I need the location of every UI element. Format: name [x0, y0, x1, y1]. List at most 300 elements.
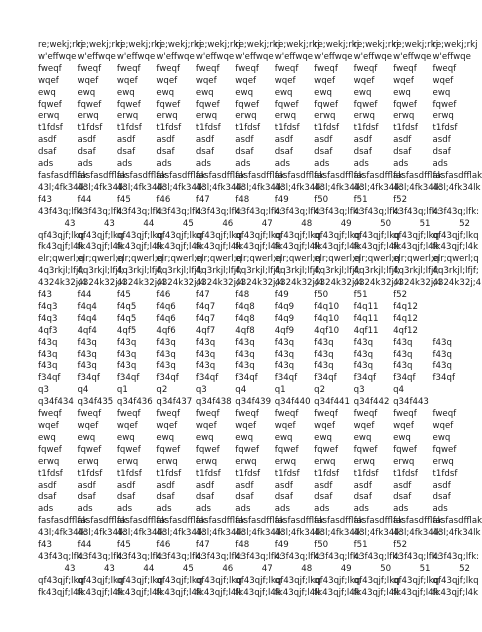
- sheet-cell[interactable]: fqwef: [274, 444, 299, 455]
- sheet-cell[interactable]: dsaf: [38, 492, 57, 503]
- sheet-cell[interactable]: re;wekj;rkj: [116, 40, 162, 50]
- sheet-cell[interactable]: fqwef: [77, 99, 102, 110]
- sheet-cell[interactable]: fqwef: [116, 99, 141, 110]
- sheet-cell[interactable]: 4324k32j;4: [235, 278, 284, 289]
- sheet-cell[interactable]: fqwef: [156, 99, 181, 110]
- sheet-cell[interactable]: 43l;4fk34lk: [235, 182, 284, 193]
- sheet-cell[interactable]: fasfasdfflak: [432, 170, 482, 181]
- sheet-cell[interactable]: erwq: [235, 111, 257, 122]
- sheet-cell[interactable]: qf43qjf;lkq: [156, 230, 203, 241]
- sheet-cell[interactable]: ewq: [116, 432, 135, 443]
- sheet-cell[interactable]: asdf: [235, 135, 254, 146]
- sheet-cell[interactable]: dsaf: [274, 492, 293, 503]
- sheet-cell[interactable]: 43: [64, 218, 76, 229]
- sheet-cell[interactable]: ads: [393, 504, 409, 515]
- sheet-cell[interactable]: wqef: [432, 421, 454, 431]
- sheet-cell[interactable]: re;wekj;rkj: [353, 40, 399, 50]
- sheet-cell[interactable]: 48: [301, 218, 313, 229]
- sheet-cell[interactable]: fasfasdfflak: [353, 170, 404, 181]
- sheet-cell[interactable]: f43q: [274, 337, 295, 348]
- sheet-cell[interactable]: 43f43q;lfk:: [38, 551, 85, 562]
- sheet-cell[interactable]: 4q3rkjl;lfjf;: [393, 266, 440, 277]
- sheet-cell[interactable]: f43q: [116, 349, 137, 360]
- sheet-cell[interactable]: qf43qjf;lkq: [314, 575, 361, 586]
- sheet-cell[interactable]: w'effwqe: [274, 51, 314, 62]
- sheet-cell[interactable]: dsaf: [235, 492, 254, 503]
- sheet-cell[interactable]: wqef: [235, 75, 257, 86]
- sheet-cell[interactable]: t1fdsf: [235, 123, 261, 134]
- sheet-cell[interactable]: f49: [274, 540, 289, 551]
- sheet-cell[interactable]: 43f43q;lfk:: [353, 206, 401, 217]
- sheet-cell[interactable]: erwq: [393, 111, 415, 122]
- sheet-cell[interactable]: f4q6: [156, 313, 176, 324]
- sheet-cell[interactable]: fasfasdfflak: [38, 516, 88, 527]
- sheet-cell[interactable]: fweqf: [393, 63, 417, 74]
- sheet-cell[interactable]: f4q7: [195, 301, 216, 312]
- sheet-cell[interactable]: fk43qjf;l4k: [235, 587, 281, 598]
- sheet-cell[interactable]: fweqf: [156, 63, 181, 74]
- sheet-cell[interactable]: ewq: [77, 432, 96, 443]
- sheet-cell[interactable]: ewq: [38, 87, 56, 98]
- sheet-cell[interactable]: 43f43q;lfk:: [432, 206, 480, 217]
- sheet-cell[interactable]: qf43qjf;lkq: [116, 230, 163, 241]
- sheet-cell[interactable]: 51: [419, 563, 431, 574]
- sheet-cell[interactable]: ewq: [156, 87, 175, 98]
- sheet-cell[interactable]: qf43qjf;lkq: [38, 230, 84, 241]
- sheet-cell[interactable]: f52: [393, 540, 408, 551]
- sheet-cell[interactable]: f43q: [77, 361, 97, 372]
- sheet-cell[interactable]: f43q: [274, 361, 295, 372]
- sheet-cell[interactable]: erwq: [156, 456, 178, 467]
- sheet-cell[interactable]: ads: [314, 504, 330, 515]
- sheet-cell[interactable]: 46: [222, 563, 234, 574]
- sheet-cell[interactable]: f51: [353, 194, 368, 205]
- sheet-cell[interactable]: 43f43q;lfk:: [235, 551, 282, 562]
- sheet-cell[interactable]: fqwef: [38, 99, 62, 110]
- sheet-cell[interactable]: fasfasdfflak: [274, 516, 325, 527]
- sheet-cell[interactable]: ewq: [38, 432, 56, 443]
- sheet-cell[interactable]: f43q: [77, 349, 97, 360]
- sheet-cell[interactable]: 43f43q;lfk:: [77, 551, 124, 562]
- sheet-cell[interactable]: f34qf: [274, 373, 298, 384]
- sheet-cell[interactable]: fweqf: [38, 409, 62, 420]
- sheet-cell[interactable]: 4q3rkjl;lfjf;: [38, 266, 85, 277]
- sheet-cell[interactable]: 43f43q;lfk:: [314, 551, 361, 562]
- sheet-cell[interactable]: qf43qjf;lkq: [274, 230, 321, 241]
- sheet-cell[interactable]: elr;qwerl;q: [314, 254, 361, 265]
- sheet-cell[interactable]: dsaf: [116, 147, 136, 158]
- sheet-cell[interactable]: elr;qwerl;q: [116, 254, 164, 265]
- sheet-cell[interactable]: 45: [182, 563, 194, 574]
- sheet-cell[interactable]: fk43qjf;l4k: [77, 242, 123, 253]
- sheet-cell[interactable]: fqwef: [156, 444, 181, 455]
- sheet-cell[interactable]: re;wekj;rkj: [274, 40, 320, 50]
- sheet-cell[interactable]: 4324k32j;4: [38, 278, 87, 289]
- sheet-cell[interactable]: fweqf: [314, 63, 338, 74]
- sheet-cell[interactable]: wqef: [156, 421, 178, 431]
- sheet-cell[interactable]: 43l;4fk34lk: [353, 528, 402, 539]
- sheet-cell[interactable]: qf43qjf;lkq: [235, 575, 282, 586]
- sheet-cell[interactable]: 43f43q;lfk:: [235, 206, 282, 217]
- sheet-cell[interactable]: fweqf: [235, 63, 259, 74]
- sheet-cell[interactable]: fweqf: [314, 409, 338, 420]
- sheet-cell[interactable]: 43l;4fk34lk: [274, 182, 323, 193]
- sheet-cell[interactable]: t1fdsf: [156, 468, 182, 479]
- sheet-cell[interactable]: wqef: [314, 75, 335, 86]
- sheet-cell[interactable]: q2: [314, 385, 326, 396]
- sheet-cell[interactable]: fasfasdfflak: [195, 170, 246, 181]
- sheet-cell[interactable]: 4q3rkjl;lfjf;: [353, 266, 400, 277]
- sheet-cell[interactable]: w'effwqe: [116, 51, 156, 62]
- sheet-cell[interactable]: dsaf: [393, 492, 412, 503]
- sheet-cell[interactable]: ads: [235, 159, 251, 170]
- sheet-cell[interactable]: 4324k32j;4: [274, 278, 324, 289]
- sheet-cell[interactable]: [433, 540, 472, 552]
- sheet-cell[interactable]: erwq: [195, 456, 218, 467]
- sheet-cell[interactable]: t1fdsf: [393, 123, 418, 134]
- sheet-cell[interactable]: t1fdsf: [195, 468, 221, 479]
- sheet-cell[interactable]: f46: [156, 540, 171, 551]
- sheet-cell[interactable]: f49: [274, 194, 289, 205]
- sheet-cell[interactable]: t1fdsf: [38, 468, 63, 479]
- sheet-cell[interactable]: fqwef: [314, 444, 338, 455]
- sheet-cell[interactable]: fasfasdfflak: [156, 170, 206, 181]
- sheet-cell[interactable]: 45: [182, 218, 194, 229]
- sheet-cell[interactable]: asdf: [432, 480, 451, 491]
- sheet-cell[interactable]: asdf: [274, 480, 293, 491]
- sheet-cell[interactable]: f43q: [38, 349, 58, 360]
- sheet-cell[interactable]: asdf: [432, 135, 451, 146]
- sheet-cell[interactable]: fqwef: [235, 99, 260, 110]
- sheet-cell[interactable]: q34f436: [116, 397, 153, 408]
- sheet-cell[interactable]: f4q4: [77, 301, 97, 312]
- sheet-cell[interactable]: 4qf5: [116, 325, 137, 336]
- sheet-cell[interactable]: wqef: [116, 421, 138, 431]
- sheet-cell[interactable]: ads: [314, 159, 330, 170]
- sheet-cell[interactable]: 47: [261, 563, 273, 574]
- sheet-cell[interactable]: w'effwqe: [77, 51, 116, 62]
- sheet-cell[interactable]: q34f438: [195, 397, 232, 408]
- sheet-cell[interactable]: fk43qjf;l4k: [314, 242, 360, 253]
- sheet-cell[interactable]: 4q3rkjl;lfjf;: [195, 266, 243, 277]
- sheet-cell[interactable]: fqwef: [274, 99, 299, 110]
- sheet-cell[interactable]: elr;qwerl;q: [195, 254, 242, 265]
- sheet-cell[interactable]: f43q: [235, 361, 255, 372]
- sheet-cell[interactable]: wqef: [393, 421, 414, 431]
- sheet-cell[interactable]: 43f43q;lfk:: [195, 206, 243, 217]
- sheet-cell[interactable]: fk43qjf;l4k: [116, 242, 163, 253]
- sheet-cell[interactable]: ads: [116, 159, 133, 170]
- sheet-cell[interactable]: elr;qwerl;q: [393, 254, 440, 265]
- sheet-cell[interactable]: 43f43q;lfk:: [77, 206, 124, 217]
- sheet-cell[interactable]: f43q: [432, 361, 452, 372]
- sheet-cell[interactable]: asdf: [235, 480, 254, 491]
- sheet-cell[interactable]: f51: [353, 540, 368, 551]
- sheet-cell[interactable]: fasfasdfflak: [393, 516, 443, 527]
- sheet-cell[interactable]: f4q11: [353, 313, 379, 324]
- sheet-cell[interactable]: qf43qjf;lkq: [432, 575, 479, 586]
- sheet-cell[interactable]: fk43qjf;l4k: [156, 587, 202, 598]
- sheet-cell[interactable]: f45: [116, 194, 131, 205]
- sheet-cell[interactable]: w'effwqe: [235, 51, 274, 62]
- sheet-cell[interactable]: fasfasdfflak: [314, 516, 364, 527]
- sheet-cell[interactable]: 43l;4fk34lk: [195, 528, 244, 539]
- sheet-cell[interactable]: ewq: [156, 432, 175, 443]
- sheet-cell[interactable]: asdf: [77, 480, 96, 491]
- sheet-cell[interactable]: asdf: [314, 480, 333, 491]
- sheet-cell[interactable]: t1fdsf: [314, 123, 339, 134]
- sheet-cell[interactable]: elr;qwerl;q: [274, 254, 321, 265]
- sheet-cell[interactable]: fasfasdfflak: [116, 170, 167, 181]
- sheet-cell[interactable]: f50: [314, 290, 329, 301]
- sheet-cell[interactable]: f50: [314, 194, 329, 205]
- sheet-cell[interactable]: 43f43q;lfk:: [393, 551, 440, 562]
- sheet-cell[interactable]: f4q11: [353, 301, 379, 312]
- sheet-cell[interactable]: q3: [353, 385, 365, 396]
- sheet-cell[interactable]: f43q: [116, 361, 137, 372]
- sheet-cell[interactable]: ewq: [116, 87, 135, 98]
- sheet-cell[interactable]: fk43qjf;l4k: [314, 587, 360, 598]
- sheet-cell[interactable]: re;wekj;rkj: [393, 40, 439, 50]
- sheet-cell[interactable]: q34f435: [77, 397, 114, 408]
- sheet-cell[interactable]: re;wekj;rkj: [195, 40, 241, 50]
- sheet-cell[interactable]: asdf: [38, 135, 57, 146]
- sheet-cell[interactable]: f4q10: [314, 313, 340, 324]
- sheet-cell[interactable]: 43f43q;lfk:: [116, 206, 164, 217]
- sheet-cell[interactable]: fk43qjf;l4k: [235, 242, 281, 253]
- sheet-cell[interactable]: wqef: [38, 421, 59, 431]
- sheet-cell[interactable]: erwq: [393, 456, 415, 467]
- sheet-cell[interactable]: ads: [116, 504, 133, 515]
- sheet-cell[interactable]: asdf: [353, 135, 372, 146]
- sheet-cell[interactable]: dsaf: [38, 147, 57, 158]
- sheet-cell[interactable]: fqwef: [195, 444, 220, 455]
- sheet-cell[interactable]: f43q: [353, 337, 374, 348]
- sheet-cell[interactable]: 4qf12: [393, 325, 418, 336]
- sheet-cell[interactable]: f46: [156, 194, 171, 205]
- sheet-cell[interactable]: q4: [393, 385, 405, 396]
- sheet-cell[interactable]: f34qf: [432, 373, 455, 384]
- sheet-cell[interactable]: ads: [156, 504, 172, 515]
- sheet-cell[interactable]: asdf: [274, 135, 293, 146]
- sheet-cell[interactable]: f43q: [156, 337, 176, 348]
- sheet-cell[interactable]: dsaf: [156, 147, 175, 158]
- sheet-cell[interactable]: elr;qwerl;q: [235, 254, 282, 265]
- sheet-cell[interactable]: t1fdsf: [274, 468, 300, 479]
- sheet-cell[interactable]: asdf: [314, 135, 333, 146]
- sheet-cell[interactable]: 43l;4fk34lk: [38, 528, 86, 539]
- sheet-cell[interactable]: fasfasdfflak: [156, 516, 206, 527]
- sheet-cell[interactable]: 43l;4fk34lk: [274, 528, 323, 539]
- sheet-cell[interactable]: fqwef: [432, 99, 457, 110]
- sheet-cell[interactable]: fasfasdfflak: [393, 170, 443, 181]
- sheet-cell[interactable]: [433, 326, 472, 338]
- sheet-cell[interactable]: fweqf: [38, 63, 62, 74]
- sheet-cell[interactable]: 44: [143, 563, 155, 574]
- sheet-cell[interactable]: 48: [301, 563, 313, 574]
- sheet-cell[interactable]: f43q: [195, 349, 216, 360]
- sheet-cell[interactable]: f45: [116, 290, 131, 301]
- sheet-cell[interactable]: 43f43q;lfk:: [274, 551, 322, 562]
- sheet-cell[interactable]: erwq: [353, 456, 375, 467]
- sheet-cell[interactable]: fk43qjf;l4k: [353, 242, 400, 253]
- sheet-cell[interactable]: qf43qjf;lkq: [235, 230, 282, 241]
- sheet-cell[interactable]: fqwef: [393, 99, 417, 110]
- sheet-cell[interactable]: re;wekj;rkj: [314, 40, 360, 50]
- sheet-cell[interactable]: f34qf: [77, 373, 100, 384]
- sheet-cell[interactable]: f52: [393, 290, 408, 301]
- sheet-cell[interactable]: asdf: [116, 480, 136, 491]
- sheet-cell[interactable]: t1fdsf: [353, 123, 379, 134]
- sheet-cell[interactable]: fasfasdfflak: [38, 170, 88, 181]
- sheet-cell[interactable]: fqwef: [353, 99, 378, 110]
- sheet-cell[interactable]: 43l;4fk34lk: [432, 528, 481, 539]
- sheet-cell[interactable]: fk43qjf;l4k: [393, 242, 439, 253]
- sheet-cell[interactable]: 4324k32j;4: [156, 278, 205, 289]
- sheet-cell[interactable]: w'effwqe: [156, 51, 195, 62]
- sheet-cell[interactable]: 4qf6: [156, 325, 176, 336]
- sheet-cell[interactable]: ads: [432, 504, 448, 515]
- sheet-cell[interactable]: t1fdsf: [38, 123, 63, 134]
- sheet-cell[interactable]: 43f43q;lfk:: [156, 206, 203, 217]
- sheet-cell[interactable]: 43f43q;lfk:: [156, 551, 203, 562]
- sheet-cell[interactable]: fasfasdfflak: [235, 516, 285, 527]
- sheet-cell[interactable]: 4324k32j;4: [353, 278, 403, 289]
- sheet-cell[interactable]: f52: [393, 194, 408, 205]
- sheet-cell[interactable]: fasfasdfflak: [314, 170, 364, 181]
- sheet-cell[interactable]: fk43qjf;l4k: [195, 587, 242, 598]
- sheet-cell[interactable]: fqwef: [116, 444, 141, 455]
- sheet-cell[interactable]: f34qf: [116, 373, 140, 384]
- sheet-cell[interactable]: qf43qjf;lkq: [116, 575, 163, 586]
- sheet-cell[interactable]: 43: [103, 563, 115, 574]
- sheet-cell[interactable]: q1: [116, 385, 128, 396]
- sheet-cell[interactable]: 43f43q;lfk:: [393, 206, 440, 217]
- sheet-cell[interactable]: q3: [38, 385, 49, 396]
- sheet-cell[interactable]: w'effwqe: [38, 51, 77, 62]
- sheet-cell[interactable]: ewq: [274, 432, 293, 443]
- sheet-cell[interactable]: 43l;4fk34lk: [116, 182, 165, 193]
- sheet-cell[interactable]: f43q: [393, 337, 413, 348]
- sheet-cell[interactable]: t1fdsf: [432, 123, 458, 134]
- sheet-cell[interactable]: ewq: [235, 87, 254, 98]
- sheet-cell[interactable]: elr;qwerl;q: [38, 254, 85, 265]
- sheet-cell[interactable]: ewq: [393, 432, 411, 443]
- sheet-cell[interactable]: f43q: [353, 361, 374, 372]
- sheet-cell[interactable]: 50: [380, 218, 392, 229]
- sheet-cell[interactable]: asdf: [77, 135, 96, 146]
- sheet-cell[interactable]: q34f442: [353, 397, 390, 408]
- sheet-cell[interactable]: 4324k32j;4: [77, 278, 126, 289]
- sheet-cell[interactable]: wqef: [195, 75, 217, 86]
- sheet-cell[interactable]: ads: [353, 504, 369, 515]
- sheet-cell[interactable]: erwq: [116, 111, 139, 122]
- sheet-cell[interactable]: w'effwqe: [393, 51, 432, 62]
- sheet-cell[interactable]: 49: [340, 218, 352, 229]
- sheet-cell[interactable]: f43q: [432, 337, 452, 348]
- sheet-cell[interactable]: 43f43q;lfk:: [195, 551, 243, 562]
- sheet-cell[interactable]: qf43qjf;lkq: [77, 575, 124, 586]
- sheet-cell[interactable]: 51: [419, 218, 431, 229]
- sheet-cell[interactable]: 4324k32j;4: [314, 278, 363, 289]
- sheet-cell[interactable]: fasfasdfflak: [432, 516, 482, 527]
- sheet-cell[interactable]: f34qf: [314, 373, 337, 384]
- sheet-cell[interactable]: erwq: [116, 456, 139, 467]
- sheet-cell[interactable]: fk43qjf;l4k: [195, 242, 242, 253]
- sheet-cell[interactable]: fweqf: [432, 409, 457, 420]
- sheet-cell[interactable]: wqef: [38, 75, 59, 86]
- sheet-cell[interactable]: ewq: [314, 432, 332, 443]
- sheet-cell[interactable]: t1fdsf: [77, 123, 103, 134]
- sheet-cell[interactable]: qf43qjf;lkq: [38, 575, 84, 586]
- sheet-cell[interactable]: 4q3rkjl;lfjf;: [235, 266, 282, 277]
- sheet-cell[interactable]: t1fdsf: [156, 123, 182, 134]
- sheet-cell[interactable]: 4324k32j;4: [116, 278, 166, 289]
- sheet-cell[interactable]: t1fdsf: [116, 123, 142, 134]
- sheet-cell[interactable]: 4q3rkjl;lfjf;: [116, 266, 164, 277]
- sheet-cell[interactable]: dsaf: [77, 492, 96, 503]
- sheet-cell[interactable]: asdf: [195, 135, 215, 146]
- sheet-cell[interactable]: f51: [353, 290, 368, 301]
- sheet-cell[interactable]: asdf: [195, 480, 215, 491]
- sheet-cell[interactable]: 4q3rkjl;lfjf;: [274, 266, 322, 277]
- sheet-cell[interactable]: wqef: [353, 421, 375, 431]
- sheet-cell[interactable]: f4q3: [38, 301, 58, 312]
- sheet-cell[interactable]: 4q3rkjl;lfjf;: [77, 266, 124, 277]
- sheet-cell[interactable]: q34f434: [38, 397, 74, 408]
- sheet-cell[interactable]: erwq: [314, 111, 336, 122]
- sheet-cell[interactable]: ads: [195, 159, 212, 170]
- sheet-cell[interactable]: fasfasdfflak: [274, 170, 325, 181]
- sheet-cell[interactable]: fasfasdfflak: [116, 516, 167, 527]
- sheet-cell[interactable]: fweqf: [116, 409, 141, 420]
- sheet-cell[interactable]: ads: [432, 159, 448, 170]
- sheet-cell[interactable]: fqwef: [393, 444, 417, 455]
- sheet-cell[interactable]: ewq: [77, 87, 96, 98]
- sheet-cell[interactable]: ewq: [353, 87, 372, 98]
- sheet-cell[interactable]: t1fdsf: [393, 468, 418, 479]
- sheet-cell[interactable]: fweqf: [116, 63, 141, 74]
- sheet-cell[interactable]: f4q4: [77, 313, 97, 324]
- sheet-cell[interactable]: qf43qjf;lkq: [393, 575, 440, 586]
- sheet-cell[interactable]: fk43qjf;l4k: [274, 242, 321, 253]
- sheet-cell[interactable]: t1fdsf: [314, 468, 339, 479]
- sheet-cell[interactable]: 43f43q;lfk:: [353, 551, 401, 562]
- sheet-cell[interactable]: q34f440: [274, 397, 311, 408]
- sheet-cell[interactable]: fk43qjf;l4k: [393, 587, 439, 598]
- sheet-cell[interactable]: elr;qwerl;q: [353, 254, 400, 265]
- sheet-cell[interactable]: ewq: [393, 87, 411, 98]
- sheet-cell[interactable]: fweqf: [77, 409, 102, 420]
- sheet-cell[interactable]: wqef: [116, 75, 138, 86]
- sheet-cell[interactable]: erwq: [235, 456, 257, 467]
- sheet-cell[interactable]: f49: [274, 290, 289, 301]
- sheet-cell[interactable]: f43q: [393, 361, 413, 372]
- sheet-cell[interactable]: t1fdsf: [77, 468, 103, 479]
- sheet-cell[interactable]: erwq: [38, 456, 60, 467]
- sheet-cell[interactable]: ewq: [195, 432, 214, 443]
- sheet-cell[interactable]: [433, 314, 472, 326]
- sheet-cell[interactable]: q34f441: [314, 397, 350, 408]
- sheet-cell[interactable]: qf43qjf;lkq: [195, 575, 242, 586]
- sheet-cell[interactable]: ads: [156, 159, 172, 170]
- sheet-cell[interactable]: re;wekj;rkj: [38, 40, 83, 50]
- sheet-cell[interactable]: dsaf: [393, 147, 412, 158]
- sheet-cell[interactable]: 52: [459, 563, 470, 574]
- sheet-cell[interactable]: fasfasdfflak: [235, 170, 285, 181]
- sheet-cell[interactable]: qf43qjf;lkq: [77, 230, 124, 241]
- sheet-cell[interactable]: erwq: [77, 111, 99, 122]
